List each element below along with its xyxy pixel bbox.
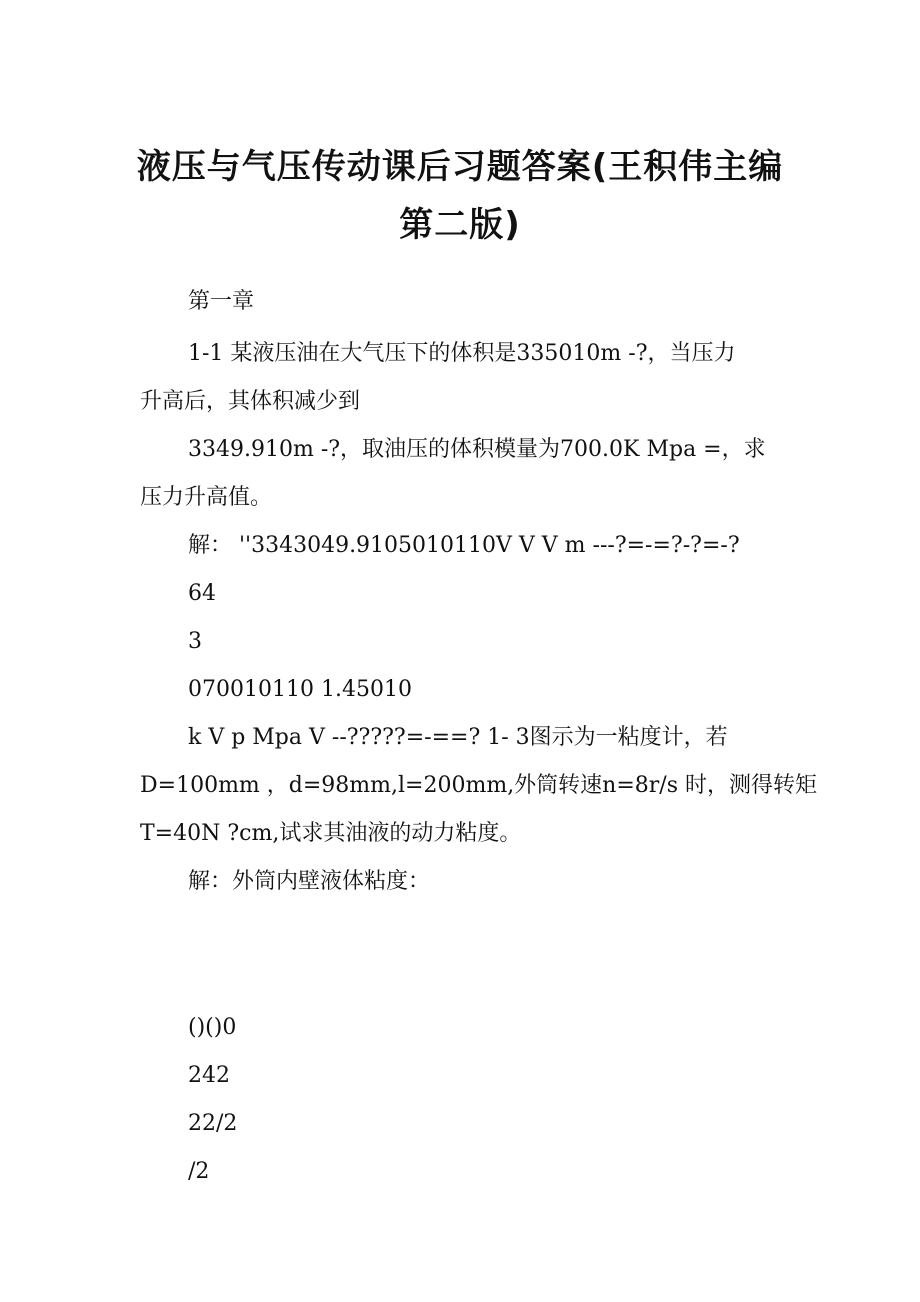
formula-fragment: 242 [188,1063,230,1088]
formula-fragment: ()()0 [188,1015,237,1040]
formula-fragment: 64 [188,581,216,606]
problem-1-1-text: 1-1 某液压油在大气压下的体积是335010m -?，当压力 [188,341,736,366]
formula-fragment: /2 [188,1159,210,1184]
problem-1-3-text: k V p Mpa V --?????=-==? 1- 3图示为一粘度计，若 [188,725,728,750]
solution-1-3-line: 解：外筒内壁液体粘度： [188,869,431,894]
formula-fragment: 22/2 [188,1111,238,1136]
problem-1-1-text-cont: 升高后，其体积减少到 [140,389,361,414]
problem-1-3-text-cont: D=100mm ，d=98mm,l=200mm,外筒转速n=8r/s 时，测得转矩 [140,773,817,798]
problem-1-1-text-2: 3349.910m -?，取油压的体积模量为700.0K Mpa =，求 [188,437,766,462]
document-title-line-2: 第二版) [399,205,521,245]
problem-1-1-text-2-cont: 压力升高值。 [140,485,273,510]
solution-1-1-line: 解： ''3343049.9105010110V V V m ---?=-=?-?=-? [188,533,740,558]
chapter-heading: 第一章 [188,289,255,314]
document-title-line-1: 液压与气压传动课后习题答案(王积伟主编 [136,147,784,187]
problem-1-3-text-cont-2: T=40N ?cm,试求其油液的动力粘度。 [140,821,522,846]
formula-fragment: 3 [188,629,202,654]
formula-fragment: 070010110 1.45010 [188,677,412,702]
